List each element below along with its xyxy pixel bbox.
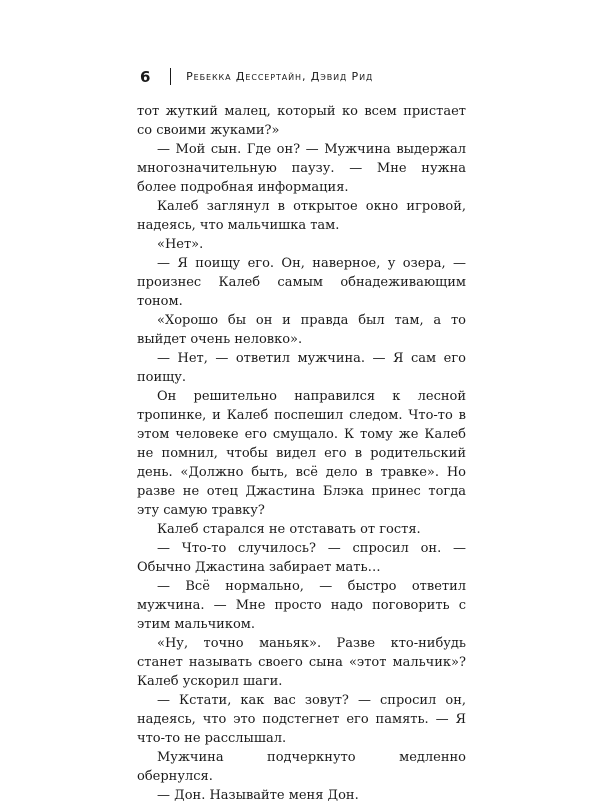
paragraph: тот жуткий малец, который ко всем пристает со своими жуками?»: [137, 104, 466, 138]
paragraph: — Мой сын. Где он? — Мужчина выдержал многозначительную паузу. — Мне нужна более подробная информация.: [137, 142, 466, 195]
paragraph: Он решительно направился к лесной тропинке, и Калеб поспешил следом. Что-то в этом человеке его смущало. К тому же Калеб не помнил, чтобы видел его в родительский день. «Должно быть, всё дело в травке». Но разве не отец Джастина Блэка принес тогда эту самую травку?: [137, 389, 466, 518]
paragraph: — Нет, — ответил мужчина. — Я сам его поищу.: [137, 351, 466, 385]
paragraph: Калеб старался не отставать от гостя.: [157, 522, 421, 537]
page-number: 6: [140, 67, 151, 86]
paragraph: «Нет».: [157, 237, 204, 252]
paragraph: «Ну, точно маньяк». Разве кто-нибудь станет называть своего сына «этот мальчик»? Калеб ускорил шаги.: [137, 636, 466, 689]
paragraph: — Дон. Называйте меня Дон.: [157, 788, 359, 803]
paragraph: Калеб заглянул в открытое окно игровой, надеясь, что мальчишка там.: [137, 199, 466, 233]
paragraph: — Кстати, как вас зовут? — спросил он, надеясь, что это подстегнет его память. — Я что-то не расслышал.: [137, 693, 466, 746]
paragraph: — Я поищу его. Он, наверное, у озера, — произнес Калеб самым обнадеживающим тоном.: [137, 256, 466, 309]
header-separator: [170, 68, 172, 85]
header-authors: Ребекка Дессертайн, Дэвид Рид: [186, 70, 374, 83]
body-text: [137, 102, 466, 805]
paragraph: «Хорошо бы он и правда был там, а то выйдет очень неловко».: [137, 313, 466, 347]
running-header: [140, 66, 500, 86]
paragraph: — Что-то случилось? — спросил он. — Обычно Джастина забирает мать…: [137, 541, 466, 575]
paragraph: — Всё нормально, — быстро ответил мужчина. — Мне просто надо поговорить с этим мальчиком.: [137, 579, 466, 632]
paragraph: Мужчина подчеркнуто медленно обернулся.: [137, 750, 466, 784]
